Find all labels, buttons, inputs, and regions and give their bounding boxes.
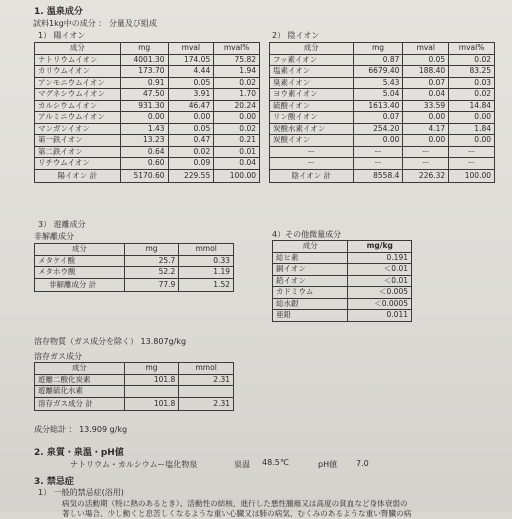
table-cell: 13.23 [120,135,168,147]
table-cell: ＜0.01 [348,275,412,287]
table-cell: 173.70 [120,66,168,78]
table-cell: 25.7 [124,255,179,267]
ph-label: pH値 [318,460,338,469]
table-cell: 陰イオン 計 [270,169,354,182]
table-cell: 1.19 [179,267,234,279]
table-total-row [35,169,260,182]
table-cell: 0.00 [168,112,214,124]
table-row [273,310,412,322]
table-header-row [35,244,234,256]
table-cell: 4001.30 [120,54,168,66]
table-cell: 100.00 [449,169,495,182]
table-cell: 5.43 [353,77,403,89]
table-cell: アルミニウムイオン [35,112,121,124]
table-cell [179,386,234,398]
table-cell: 総ヒ素 [273,252,348,264]
table-cell: 2.31 [179,374,234,386]
table-cell: 亜鉛 [273,310,348,322]
table-total-row [35,397,234,410]
table-cell: カドミウム [273,287,348,299]
table-cell: ナトリウムイオン [35,54,121,66]
table-cell: 931.30 [120,100,168,112]
table-row [273,264,412,276]
table-row [35,374,234,386]
column-header: mg [124,363,179,375]
table-row [270,158,495,170]
temperature-value: 48.5℃ [262,458,289,467]
table-cell: 101.8 [124,397,179,410]
spring-quality: ナトリウム・カルシウムー塩化物泉 [70,460,198,469]
table-cell: 83.25 [449,66,495,78]
table-cell: フッ素イオン [270,54,354,66]
cations-table [34,42,260,183]
table-cell: 188.40 [403,66,449,78]
table-cell: アンモニウムイオン [35,77,121,89]
table-cell: 遊離硫化水素 [35,386,125,398]
table-cell [124,386,179,398]
table-cell: 0.00 [353,135,403,147]
table-row [270,89,495,101]
column-header: mg [120,43,168,55]
table-cell: 0.07 [353,112,403,124]
table-cell: 14.84 [449,100,495,112]
table-cell: ー [270,158,354,170]
table-cell: 20.24 [214,100,260,112]
cations-title: 1） 陽イオン [38,31,86,40]
nondissociated-subtitle: 非解離成分 [34,232,74,241]
table-cell: 0.60 [120,158,168,170]
anions-title: 2） 陰イオン [272,31,320,40]
table-cell: ー [449,146,495,158]
table-row [270,135,495,147]
table-cell: カリウムイオン [35,66,121,78]
table-cell: 第一鉄イオン [35,135,121,147]
table-cell: 0.05 [403,54,449,66]
dissolved-substances-text: 溶存物質（ガス成分を除く） 13.807g/kg [34,337,187,346]
table-cell: 銅イオン [273,264,348,276]
table-cell: 0.87 [353,54,403,66]
column-header: 成分 [270,43,354,55]
table-cell: 0.00 [449,112,495,124]
table-cell: 4.44 [168,66,214,78]
table-cell: ー [270,146,354,158]
table-cell: 非解離成分 計 [35,278,125,291]
table-cell: 陽イオン 計 [35,169,121,182]
table-row [270,66,495,78]
table-cell: 226.32 [403,169,449,182]
section3-heading: 3. 禁忌症 [34,477,74,487]
table-cell: 6679.40 [353,66,403,78]
table-cell: 0.47 [168,135,214,147]
column-header: mval% [214,43,260,55]
column-header: mval [168,43,214,55]
table-cell: カルシウムイオン [35,100,121,112]
table-cell: 0.33 [179,255,234,267]
table-cell: リン酸イオン [270,112,354,124]
table-cell: 0.02 [449,54,495,66]
total-components-text: 成分総計 ： 13.909 g/kg [34,425,128,434]
table-cell: ＜0.01 [348,264,412,276]
table-row [35,89,260,101]
trace-components-table [272,240,412,322]
table-cell: 1.94 [214,66,260,78]
table-row [35,255,234,267]
table-cell: 0.05 [168,77,214,89]
table-cell: メタケイ酸 [35,255,125,267]
column-header: mval [403,43,449,55]
table-cell: 第二鉄イオン [35,146,121,158]
gas-subtitle: 溶存ガス成分 [34,352,82,361]
table-row [35,54,260,66]
table-cell: 100.00 [214,169,260,182]
table-cell: 0.64 [120,146,168,158]
temperature-label: 泉温 [234,460,250,469]
table-cell: 0.00 [403,112,449,124]
table-cell: 0.00 [120,112,168,124]
table-row [35,135,260,147]
anions-table [269,42,495,183]
table-cell: 5170.60 [120,169,168,182]
table-cell: ー [449,158,495,170]
contraindication-line-3: 著しい場合、少し動くと息苦しくなるような重い心臓又は肺の病気、むくみのあるような重い腎臓の病 [62,509,412,518]
table-total-row [270,169,495,182]
table-cell: 塩素イオン [270,66,354,78]
table-cell: ヨウ素イオン [270,89,354,101]
table-row [270,146,495,158]
table-cell: 229.55 [168,169,214,182]
table-cell: 77.9 [124,278,179,291]
table-cell: 5.04 [353,89,403,101]
table-cell: ー [353,158,403,170]
table-cell: 254.20 [353,123,403,135]
table-cell: 総水銀 [273,298,348,310]
section2-heading: 2. 泉質・泉温・pH値 [34,448,124,458]
column-header: mg [353,43,403,55]
table-cell: 0.04 [403,89,449,101]
table-row [270,112,495,124]
table-cell: 臭素イオン [270,77,354,89]
table-cell: 溶存ガス成分 計 [35,397,125,410]
table-cell: 101.8 [124,374,179,386]
table-cell: 0.02 [449,89,495,101]
column-header: 成分 [35,43,121,55]
table-row [273,252,412,264]
table-cell: 52.2 [124,267,179,279]
table-cell: 0.09 [168,158,214,170]
ph-value: 7.0 [356,459,369,468]
table-cell: 0.191 [348,252,412,264]
table-header-row [273,241,412,253]
table-cell: 0.07 [403,77,449,89]
table-row [35,100,260,112]
table-cell: 1.52 [179,278,234,291]
table-cell: 0.00 [449,135,495,147]
table-cell: 46.47 [168,100,214,112]
table-cell: 0.05 [168,123,214,135]
table-cell: 1.84 [449,123,495,135]
column-header: 成分 [35,244,125,256]
table-cell: マグネシウムイオン [35,89,121,101]
table-cell: 0.01 [214,146,260,158]
column-header: mg/kg [348,241,412,253]
table-header-row [270,43,495,55]
table-cell: メタホウ酸 [35,267,125,279]
table-cell: ー [403,146,449,158]
table-row [270,77,495,89]
column-header: mg [124,244,179,256]
table-cell: 0.91 [120,77,168,89]
contraindication-line-2: 病気の活動期（特に熱のあるとき）、活動性の結核、進行した悪性腫瘍又は高度の貧血など身体衰弱の [62,499,408,508]
table-row [273,275,412,287]
table-row [35,158,260,170]
nondissociated-table [34,243,234,292]
column-header: 成分 [273,241,348,253]
table-row [35,77,260,89]
table-total-row [35,278,234,291]
gas-table [34,362,234,411]
table-row [270,54,495,66]
section1-heading: 1. 温泉成分 [34,7,83,17]
table-cell: 0.00 [403,135,449,147]
table-header-row [35,363,234,375]
table-header-row [35,43,260,55]
table-cell: 0.03 [449,77,495,89]
table-cell: 鉛イオン [273,275,348,287]
table-cell: 1.43 [120,123,168,135]
table-row [273,287,412,299]
table-cell: 0.011 [348,310,412,322]
column-header: mval% [449,43,495,55]
column-header: mmol [179,363,234,375]
table-cell: マンガンイオン [35,123,121,135]
column-header: mmol [179,244,234,256]
table-cell: ー [353,146,403,158]
table-cell: 0.02 [214,123,260,135]
table-row [270,100,495,112]
table-cell: 174.05 [168,54,214,66]
table-cell: 硫酸イオン [270,100,354,112]
table-cell: 炭酸イオン [270,135,354,147]
table-row [35,123,260,135]
table-cell: 0.00 [214,112,260,124]
table-cell: 47.50 [120,89,168,101]
table-cell: 3.91 [168,89,214,101]
table-cell: 0.04 [214,158,260,170]
table-cell: 0.02 [168,146,214,158]
section1-subheading: 試料1kg中の成分 ： 分量及び組成 [33,19,157,28]
table-cell: ＜0.0005 [348,298,412,310]
contraindication-line-1: 1） 一般的禁忌症(浴用) [38,488,124,497]
column-header: 成分 [35,363,125,375]
table-row [273,298,412,310]
table-cell: 炭酸水素イオン [270,123,354,135]
table-cell: ー [403,158,449,170]
table-cell: 75.82 [214,54,260,66]
table-cell: 1.70 [214,89,260,101]
table-row [270,123,495,135]
table-cell: 遊離二酸化炭素 [35,374,125,386]
table-row [35,66,260,78]
table-cell: リチウムイオン [35,158,121,170]
table-row [35,112,260,124]
table-row [35,146,260,158]
table-cell: 4.17 [403,123,449,135]
table-cell: 8558.4 [353,169,403,182]
table-row [35,386,234,398]
table-cell: ＜0.005 [348,287,412,299]
table-cell: 33.59 [403,100,449,112]
table-cell: 0.21 [214,135,260,147]
table-row [35,267,234,279]
table-cell: 1613.40 [353,100,403,112]
free-components-title: 3） 遊離成分 [38,220,86,229]
trace-components-title: 4）その他微量成分 [272,230,342,239]
table-cell: 2.31 [179,397,234,410]
table-cell: 0.02 [214,77,260,89]
